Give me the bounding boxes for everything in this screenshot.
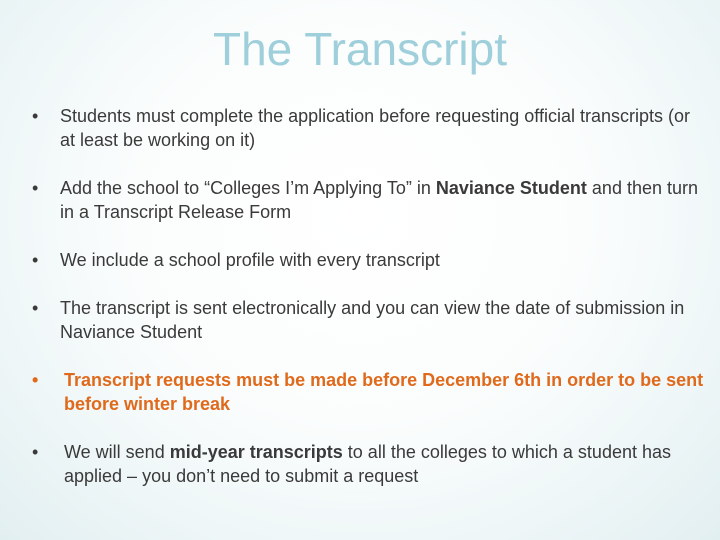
- bullet-text: [64, 440, 704, 488]
- bullet-dot-icon: •: [32, 442, 39, 462]
- bullet-dot-icon: •: [32, 106, 39, 126]
- bullet-text-pre: Add the school to “Colleges I’m Applying To” in: [60, 178, 436, 198]
- bullet-text: The transcript is sent electronically and you can view the date of submission in Naviance Student: [60, 298, 685, 342]
- bullet-text-bold: mid-year transcripts: [169, 442, 343, 462]
- bullet-dot-icon: •: [32, 250, 39, 270]
- bullet-text-post: and then turn in a Transcript Release Form: [60, 178, 699, 222]
- bullet-text: Students must complete the application before requesting official transcripts (or at least be working on it): [60, 106, 690, 150]
- bullet-dot-icon: •: [32, 370, 39, 390]
- bullet-text: Transcript requests must be made before December 6th in order to be sent before winter break: [64, 370, 704, 414]
- bullet-text-post: to all the colleges to which a student has applied – you don’t need to submit a request: [64, 442, 671, 486]
- bullet-dot-icon: •: [32, 298, 39, 318]
- bullet-text: [60, 176, 700, 224]
- slide-title: The Transcript: [213, 23, 507, 75]
- bullet-dot-icon: •: [32, 178, 39, 198]
- bullet-text: We include a school profile with every transcript: [60, 250, 440, 270]
- bullet-text-bold: Naviance Student: [435, 178, 587, 198]
- bullet-text-pre: We will send: [64, 442, 170, 462]
